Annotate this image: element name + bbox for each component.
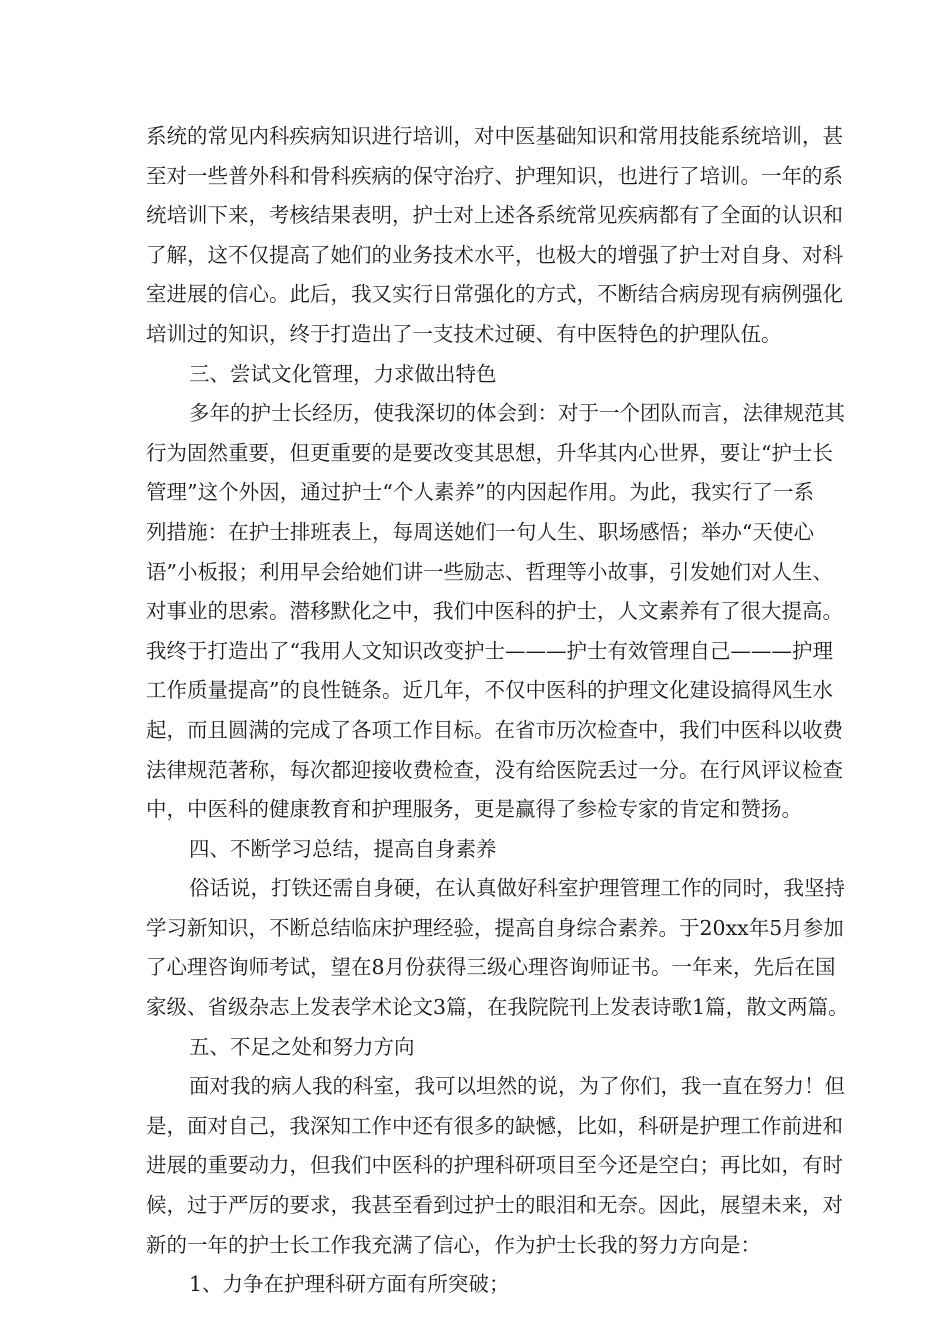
paragraph-line: 起，而且圆满的完成了各项工作目标。在省市历次检查中，我们中医科以收费	[146, 717, 843, 742]
paragraph-line: 新的一年的护士长工作我充满了信心，作为护士长我的努力方向是：	[146, 1232, 761, 1257]
section-heading-4: 四、不断学习总结，提高自身素养	[189, 836, 497, 861]
paragraph-line: 俗话说，打铁还需自身硬，在认真做好科室护理管理工作的同时，我坚持	[189, 876, 845, 901]
paragraph-line: 家级、省级杂志上发表学术论文3篇，在我院院刊上发表诗歌1篇，散文两篇。	[146, 995, 849, 1020]
document-body	[146, 117, 849, 1305]
section-heading-3: 三、尝试文化管理，力求做出特色	[189, 361, 497, 386]
paragraph-line: 是，面对自己，我深知工作中还有很多的缺憾，比如，科研是护理工作前进和	[146, 1113, 843, 1138]
paragraph-line: 学习新知识，不断总结临床护理经验，提高自身综合素养。于20xx年5月参加	[146, 915, 844, 940]
list-item-1: 1、力争在护理科研方面有所突破；	[189, 1272, 510, 1297]
paragraph-line: 候，过于严厉的要求，我甚至看到过护士的眼泪和无奈。因此，展望未来，对	[146, 1193, 843, 1218]
paragraph-line: 管理”这个外因，通过护士“个人素养”的内因起作用。为此，我实行了一系	[146, 480, 814, 505]
paragraph-line: 培训过的知识，终于打造出了一支技术过硬、有中医特色的护理队伍。	[146, 321, 782, 346]
paragraph-line: 行为固然重要，但更重要的是要改变其思想，升华其内心世界，要让“护士长	[146, 440, 833, 465]
paragraph-line: 中，中医科的健康教育和护理服务，更是赢得了参检专家的肯定和赞扬。	[146, 797, 802, 822]
paragraph-line: 了解，这不仅提高了她们的业务技术水平，也极大的增强了护士对自身、对科	[146, 242, 843, 267]
paragraph-line: 至对一些普外科和骨科疾病的保守治疗、护理知识，也进行了培训。一年的系	[146, 163, 843, 188]
paragraph-line: 我终于打造出了“我用人文知识改变护士———护士有效管理自己———护理	[146, 638, 833, 663]
paragraph-line: 室进展的信心。此后，我又实行日常强化的方式，不断结合病房现有病例强化	[146, 282, 843, 307]
paragraph-line: 工作质量提高”的良性链条。近几年，不仅中医科的护理文化建设搞得风生水	[146, 678, 833, 703]
paragraph-line: 系统的常见内科疾病知识进行培训，对中医基础知识和常用技能系统培训，甚	[146, 124, 843, 148]
paragraph-line: 法律规范著称，每次都迎接收费检查，没有给医院丢过一分。在行风评议检查	[146, 757, 843, 782]
paragraph-line: 面对我的病人我的科室，我可以坦然的说，为了你们，我一直在努力！但	[189, 1074, 845, 1099]
paragraph-line: 列措施：在护士排班表上，每周送她们一句人生、职场感悟；举办“天使心	[146, 519, 814, 544]
section-heading-5: 五、不足之处和努力方向	[189, 1034, 415, 1059]
paragraph-line: 了心理咨询师考试，望在8月份获得三级心理咨询师证书。一年来，先后在国	[146, 955, 836, 980]
paragraph-line: 对事业的思索。潜移默化之中，我们中医科的护士，人文素养有了很大提高。	[146, 599, 843, 624]
paragraph-line: 统培训下来，考核结果表明，护士对上述各系统常见疾病都有了全面的认识和	[146, 203, 843, 228]
paragraph-line: 进展的重要动力，但我们中医科的护理科研项目至今还是空白；再比如，有时	[146, 1153, 843, 1178]
paragraph-line: 多年的护士长经历，使我深切的体会到：对于一个团队而言，法律规范其	[189, 401, 845, 426]
paragraph-line: 语”小板报；利用早会给她们讲一些励志、哲理等小故事，引发她们对人生、	[146, 559, 833, 584]
